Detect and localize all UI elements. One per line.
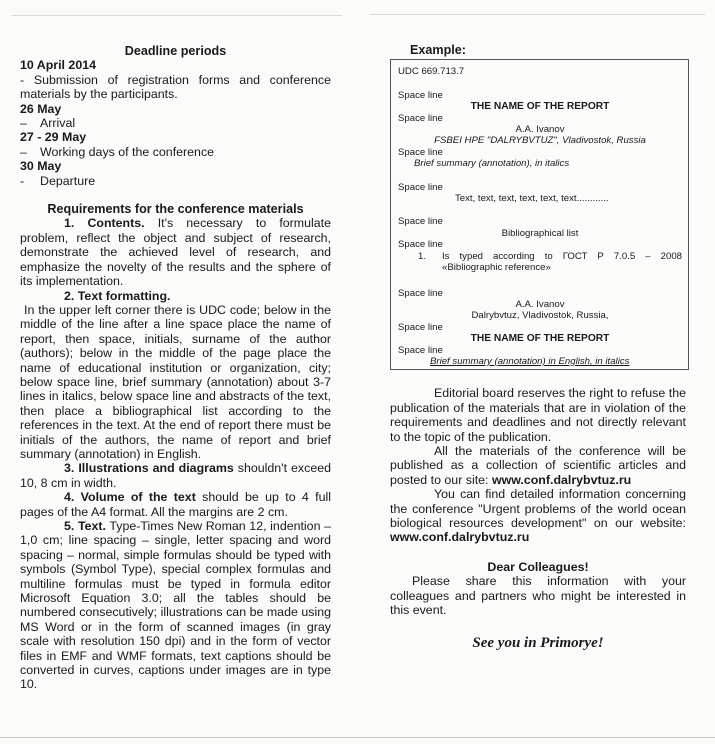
deadline-section [20, 44, 331, 188]
requirement-body: It's necessary to formulate problem, reflect the object and subject of research, demonstrate the achieved level of research, and emphasize the novelty of the results and the sphere of its implementation. [20, 216, 331, 289]
deadline-description [20, 145, 331, 159]
institution: FSBEI HPE "DALRYBVTUZ", Vladivostok, Russia [434, 135, 646, 147]
notices-section [390, 386, 686, 651]
example-title: Example: [410, 43, 466, 57]
requirement-heading: 4. Volume of the text [64, 490, 196, 505]
publication-notice [390, 444, 686, 487]
report-name-en: THE NAME OF THE REPORT [470, 333, 610, 345]
author-name: A.A. Ivanov [515, 124, 565, 136]
requirement-contents [20, 216, 331, 288]
scan-artifact-line [12, 15, 342, 16]
deadline-date: 27 - 29 May [20, 130, 87, 145]
right-column [390, 44, 686, 651]
space-line-label: Space line [398, 181, 443, 193]
space-line-label: Space line [398, 112, 443, 124]
requirements-section [20, 202, 331, 692]
site-link[interactable]: www.conf.dalrybvtuz.ru [491, 472, 632, 487]
institution-en: Dalrybvtuz, Vladivostok, Russia, [471, 310, 609, 322]
space-line-label: Space line [398, 216, 443, 228]
reference-item [398, 251, 682, 262]
requirement-body: shouldn't exceed 10, 8 cm in width. [20, 461, 331, 490]
space-line-label: Space line [398, 89, 443, 101]
publication-text: All the materials of the conference will be published as a collection of scientific articles and posted to our site: [390, 443, 686, 487]
info-text: You can find detailed information concerning the conference "Urgent problems of the world ocean biological resources development" on our website: [390, 487, 686, 530]
reference-text-cont: «Bibliographic reference» [442, 262, 551, 274]
deadline-description [20, 174, 331, 188]
deadline-description [20, 73, 331, 87]
dash: - [20, 173, 25, 188]
deadline-text: Arrival [40, 116, 76, 131]
requirements-title: Requirements for the conference materials [47, 202, 304, 217]
deadline-text: Departure [40, 173, 96, 188]
report-name: THE NAME OF THE REPORT [470, 101, 610, 113]
text-sample: Text, text, text, text, text, text............ [455, 193, 609, 205]
info-notice [390, 487, 686, 545]
greeting: Dear Colleagues! [487, 559, 589, 574]
requirement-body: In the upper left corner there is UDC code; below in the middle of the line after a line space place the name of report, then space, initials, surname of the author (authors); below in the middle of the page place the name of educational institution or organization, city; below space line, brief summary (annotation) about 3-7 lines in italics, below space line and abstracts of the text, then place a bibliographical list according to the references in the text. At the end of report there must be initials of the authors, the name of report and brief summary (annotation) in English. [20, 302, 331, 461]
left-column [20, 44, 331, 692]
requirement-heading: 1. Contents. [64, 216, 145, 231]
requirement-heading: 2. Text formatting. [64, 288, 171, 303]
space-line-label: Space line [398, 321, 443, 333]
example-box [390, 59, 689, 370]
dash: – [20, 144, 27, 159]
space-line-label: Space line [398, 239, 443, 251]
requirement-text [20, 519, 331, 692]
space-line-label: Space line [398, 344, 443, 356]
deadline-description-cont: materials by the participants. [20, 87, 178, 102]
website-link[interactable]: www.conf.dalrybvtuz.ru [390, 530, 530, 545]
space-line-label: Space line [398, 287, 443, 299]
deadline-text: Submission of registration forms and conference [33, 72, 331, 87]
author-name-en: A.A. Ivanov [515, 298, 565, 310]
scan-artifact-line [0, 737, 715, 738]
requirement-body: Type-Times New Roman 12, indention – 1,0 cm; line spacing – single, letter spacing and word spacing – normal, simple formulas should be typed with symbols (Symbol Type), special complex formulas and multiline formulas must be typed in formula editor Microsoft Equation 3.0; all the tables should be numbered consecutively; illustrations can be made using MS Word or in the form of scanned images (in gray scale with resolution 150 dpi) and in the form of vector files in EMF and WMF formats, text captions should be converted in curves, captions under images are in type 10. [20, 519, 331, 692]
requirement-body: should be up to 4 full pages of the A4 format. All the margins are 2 cm. [20, 490, 331, 519]
deadline-text: Working days of the conference [40, 144, 215, 159]
dash: - [20, 72, 25, 87]
bibliography-title: Bibliographical list [501, 227, 579, 239]
deadline-title: Deadline periods [124, 44, 227, 58]
deadline-description [20, 116, 331, 130]
brief-summary-en: Brief summary (annotation) in English, in italics [430, 355, 630, 367]
share-notice: Please share this information with your colleagues and partners who might be interested in this event. [390, 574, 686, 618]
deadline-date: 10 April 2014 [20, 58, 96, 73]
deadline-date: 26 May [20, 101, 62, 116]
deadline-date: 30 May [20, 159, 62, 174]
reference-number: 1. [418, 250, 427, 262]
space-line-label: Space line [398, 146, 443, 158]
udc-code: UDC 669.713.7 [398, 66, 465, 78]
reference-text: Is typed according to ГОСТ Р 7.0.5 – 2008 [442, 250, 682, 262]
editorial-notice: Editorial board reserves the right to refuse the publication of the materials that are in violation of the requirements and deadlines and not directly relevant to the topic of the publication. [390, 386, 686, 444]
requirement-heading: 3. Illustrations and diagrams [64, 461, 234, 476]
requirement-heading: 5. Text. [64, 519, 106, 533]
requirement-illustrations [20, 461, 331, 490]
farewell: See you in Primorye! [472, 635, 604, 652]
requirement-volume [20, 490, 331, 519]
dash: – [20, 116, 27, 131]
brief-summary: Brief summary (annotation), in italics [414, 158, 570, 170]
scan-artifact-line [370, 14, 705, 15]
